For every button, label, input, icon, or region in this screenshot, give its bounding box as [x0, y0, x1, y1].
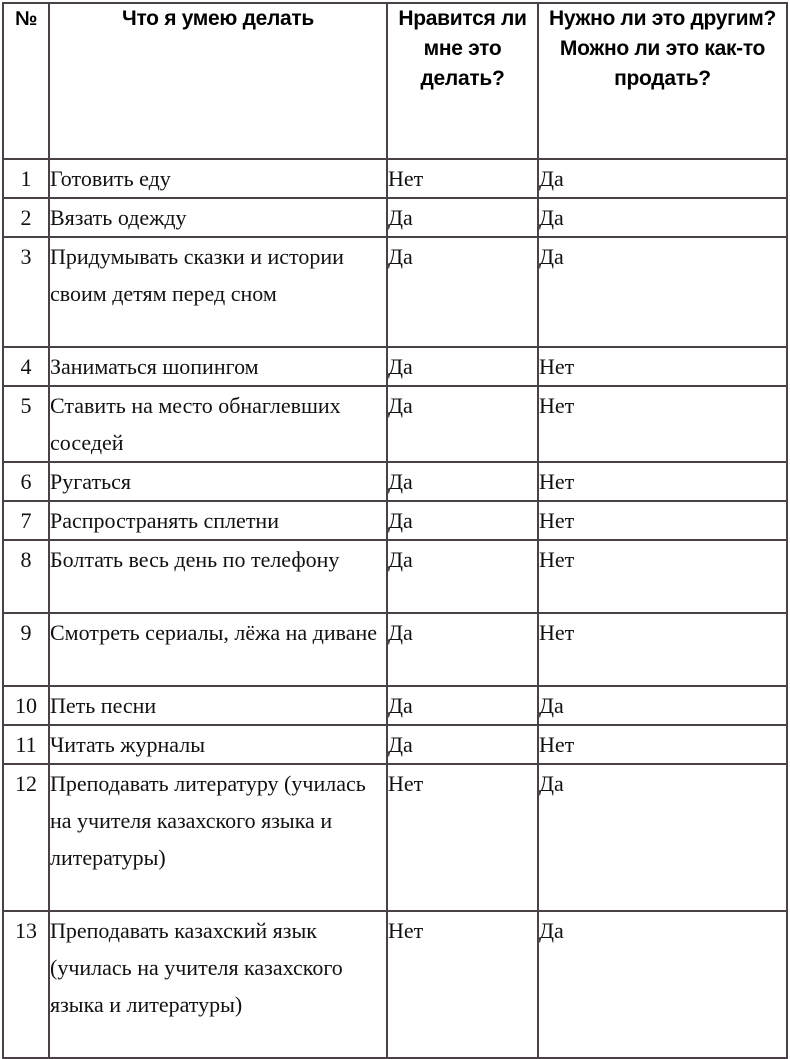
table-row	[3, 686, 787, 725]
column-header-number: №	[3, 3, 49, 159]
cell-number: 4	[3, 347, 49, 386]
table-row	[3, 613, 787, 686]
cell-task: Смотреть сериалы, лёжа на диване	[49, 613, 387, 686]
cell-need-answer: Да	[538, 159, 787, 198]
cell-number: 8	[3, 540, 49, 613]
skills-table	[2, 2, 788, 1059]
cell-task: Распространять сплетни	[49, 501, 387, 540]
table-row	[3, 540, 787, 613]
cell-need-answer: Нет	[538, 462, 787, 501]
table-row	[3, 501, 787, 540]
table-body	[3, 159, 787, 1058]
cell-number: 9	[3, 613, 49, 686]
table-row	[3, 198, 787, 237]
cell-number: 12	[3, 764, 49, 911]
cell-need-answer: Да	[538, 198, 787, 237]
table-header-row	[3, 3, 787, 159]
cell-like-answer: Да	[387, 386, 538, 462]
cell-task: Болтать весь день по телефону	[49, 540, 387, 613]
table-row	[3, 764, 787, 911]
cell-task: Заниматься шопингом	[49, 347, 387, 386]
cell-need-answer: Нет	[538, 613, 787, 686]
cell-task: Готовить еду	[49, 159, 387, 198]
cell-like-answer: Да	[387, 686, 538, 725]
cell-need-answer: Нет	[538, 540, 787, 613]
cell-number: 11	[3, 725, 49, 764]
cell-like-answer: Да	[387, 501, 538, 540]
cell-need-answer: Да	[538, 911, 787, 1058]
cell-need-answer: Нет	[538, 347, 787, 386]
cell-like-answer: Да	[387, 198, 538, 237]
table-row	[3, 347, 787, 386]
cell-number: 2	[3, 198, 49, 237]
cell-number: 3	[3, 237, 49, 347]
table-row	[3, 462, 787, 501]
cell-number: 13	[3, 911, 49, 1058]
cell-like-answer: Да	[387, 462, 538, 501]
cell-number: 10	[3, 686, 49, 725]
table-header	[3, 3, 787, 159]
cell-need-answer: Нет	[538, 501, 787, 540]
cell-number: 6	[3, 462, 49, 501]
cell-like-answer: Да	[387, 540, 538, 613]
column-header-like: Нравится ли мне это делать?	[387, 3, 538, 159]
cell-number: 5	[3, 386, 49, 462]
table-row	[3, 911, 787, 1058]
table-row	[3, 386, 787, 462]
cell-task: Придумывать сказки и истории своим детям перед сном	[49, 237, 387, 347]
cell-task: Вязать одежду	[49, 198, 387, 237]
cell-task: Преподавать казахский язык (училась на учителя казахского языка и литературы)	[49, 911, 387, 1058]
table-row	[3, 159, 787, 198]
table-row	[3, 725, 787, 764]
cell-like-answer: Да	[387, 237, 538, 347]
cell-task: Ставить на место обнаглевших соседей	[49, 386, 387, 462]
cell-task: Читать журналы	[49, 725, 387, 764]
cell-need-answer: Нет	[538, 386, 787, 462]
cell-need-answer: Да	[538, 764, 787, 911]
cell-like-answer: Да	[387, 613, 538, 686]
cell-task: Ругаться	[49, 462, 387, 501]
cell-like-answer: Нет	[387, 159, 538, 198]
cell-need-answer: Да	[538, 686, 787, 725]
cell-number: 7	[3, 501, 49, 540]
cell-number: 1	[3, 159, 49, 198]
cell-like-answer: Нет	[387, 764, 538, 911]
cell-task: Петь песни	[49, 686, 387, 725]
cell-like-answer: Да	[387, 725, 538, 764]
column-header-need: Нужно ли это другим? Можно ли это как-то продать?	[538, 3, 787, 159]
cell-task: Преподавать литературу (училась на учителя казахского языка и литературы)	[49, 764, 387, 911]
cell-need-answer: Да	[538, 237, 787, 347]
cell-like-answer: Да	[387, 347, 538, 386]
table-row	[3, 237, 787, 347]
cell-need-answer: Нет	[538, 725, 787, 764]
cell-like-answer: Нет	[387, 911, 538, 1058]
column-header-task: Что я умею делать	[49, 3, 387, 159]
